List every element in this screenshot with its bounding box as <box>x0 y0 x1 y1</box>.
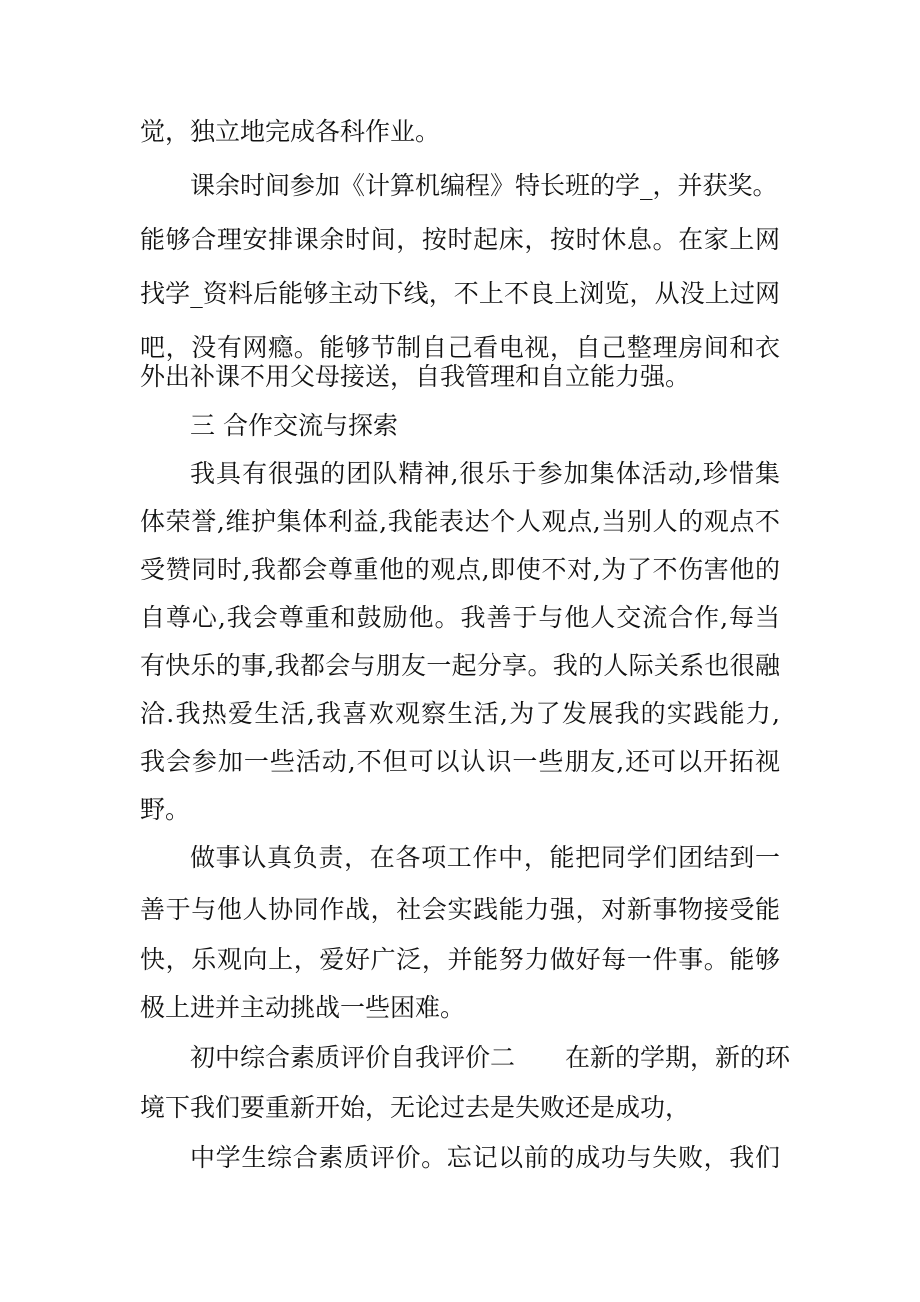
text-line: 初中综合素质评价自我评价二 在新的学期，新的环 <box>190 1043 791 1072</box>
text-line: 境下我们要重新开始，无论过去是失败还是成功， <box>140 1093 691 1122</box>
text-line: 自尊心,我会尊重和鼓励他。我善于与他人交流合作,每当 <box>140 603 780 632</box>
text-line: 野。 <box>140 795 191 824</box>
section-heading: 三 合作交流与探索 <box>190 411 398 440</box>
text-line: 课余时间参加《计算机编程》特长班的学_，并获奖。 <box>190 171 778 200</box>
text-line: 快，乐观向上，爱好广泛，并能努力做好每一件事。能够 <box>140 945 780 974</box>
text-line: 受赞同时,我都会尊重他的观点,即使不对,为了不伤害他的 <box>140 555 780 584</box>
text-line: 洽.我热爱生活,我喜欢观察生活,为了发展我的实践能力, <box>140 699 780 728</box>
text-line: 做事认真负责，在各项工作中，能把同学们团结到一 <box>190 843 780 872</box>
text-line: 找学_资料后能够主动下线，不上不良上浏览，从没上过网 <box>140 279 780 308</box>
text-line: 外出补课不用父母接送，自我管理和自立能力强。 <box>140 362 691 391</box>
text-line: 吧，没有网瘾。能够节制自己看电视，自己整理房间和衣 <box>140 333 780 362</box>
text-line: 体荣誉,维护集体利益,我能表达个人观点,当别人的观点不 <box>140 507 780 536</box>
text-line: 我会参加一些活动,不但可以认识一些朋友,还可以开拓视 <box>140 747 780 776</box>
text-line: 极上进并主动挑战一些困难。 <box>140 993 466 1022</box>
text-line: 善于与他人协同作战，社会实践能力强，对新事物接受能 <box>140 895 780 924</box>
text-line: 有快乐的事,我都会与朋友一起分享。我的人际关系也很融 <box>140 651 780 680</box>
text-line: 我具有很强的团队精神,很乐于参加集体活动,珍惜集 <box>190 459 780 488</box>
text-line: 能够合理安排课余时间，按时起床，按时休息。在家上网 <box>140 225 780 254</box>
text-line: 觉，独立地完成各科作业。 <box>140 117 441 146</box>
text-line: 中学生综合素质评价。忘记以前的成功与失败，我们 <box>190 1143 780 1172</box>
